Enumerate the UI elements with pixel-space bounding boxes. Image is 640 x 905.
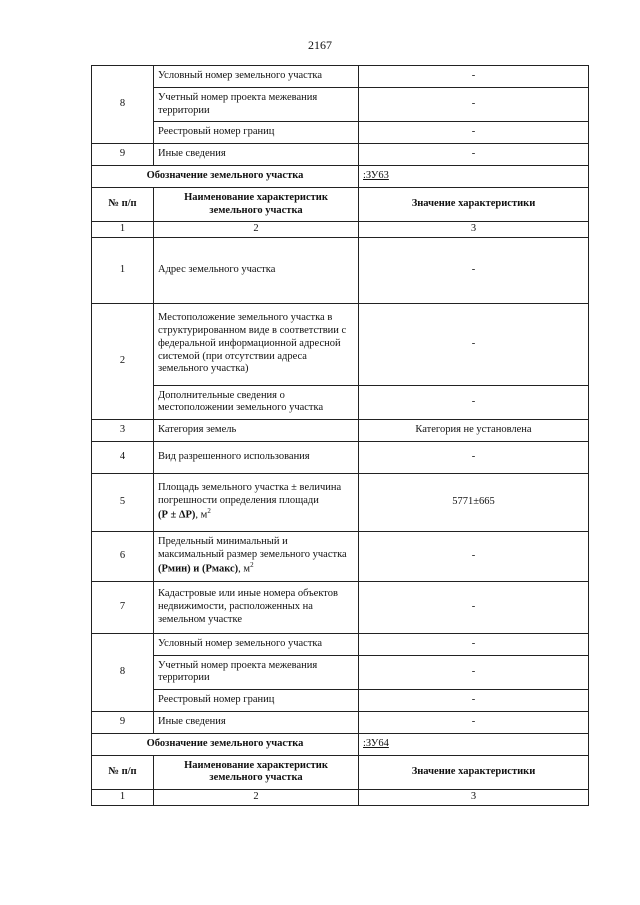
survey-project-number-label: Учетный номер проекта межевания территории bbox=[154, 655, 359, 689]
size-limits-formula: (Рмин) и (Рмакс) bbox=[158, 563, 239, 575]
row-number: 9 bbox=[92, 144, 154, 166]
size-limits-unit-exponent: 2 bbox=[250, 561, 254, 570]
column-number: 2 bbox=[154, 789, 359, 805]
border-registry-number-label: Реестровый номер границ bbox=[154, 122, 359, 144]
land-plot-characteristics-table bbox=[91, 65, 589, 806]
table-row bbox=[92, 66, 589, 88]
size-limits-label-text: Предельный минимальный и максимальный размер земельного участка bbox=[158, 535, 347, 560]
table-row bbox=[92, 385, 589, 419]
row-number: 8 bbox=[92, 66, 154, 144]
table-row bbox=[92, 531, 589, 581]
column-number-row bbox=[92, 222, 589, 238]
conditional-number-value: - bbox=[359, 633, 589, 655]
table-row bbox=[92, 711, 589, 733]
area-formula: (Р ± ΔР) bbox=[158, 509, 196, 521]
other-info-value: - bbox=[359, 711, 589, 733]
border-registry-number-value: - bbox=[359, 122, 589, 144]
size-limits-label bbox=[154, 531, 359, 581]
address-label: Адрес земельного участка bbox=[154, 237, 359, 303]
land-category-value: Категория не установлена bbox=[359, 419, 589, 441]
row-number: 2 bbox=[92, 303, 154, 419]
structured-location-label: Местоположение земельного участка в структурированном виде в соответствии с федеральной информационной адресной системой (при отсутствии адреса земельного участка) bbox=[154, 303, 359, 385]
table-row bbox=[92, 581, 589, 633]
table-row bbox=[92, 144, 589, 166]
table-row bbox=[92, 633, 589, 655]
permitted-use-label: Вид разрешенного использования bbox=[154, 441, 359, 473]
column-header-characteristic: Наименование характеристик земельного участка bbox=[154, 755, 359, 789]
permitted-use-value: - bbox=[359, 441, 589, 473]
column-number: 1 bbox=[92, 222, 154, 238]
conditional-number-label: Условный номер земельного участка bbox=[154, 633, 359, 655]
table-row bbox=[92, 122, 589, 144]
area-label bbox=[154, 473, 359, 531]
section-header-row bbox=[92, 166, 589, 188]
page-number: 2167 bbox=[308, 38, 332, 52]
table-row bbox=[92, 441, 589, 473]
plot-designation-label: Обозначение земельного участка bbox=[92, 733, 359, 755]
plot-designation-code: :ЗУ64 bbox=[359, 733, 589, 755]
row-number: 5 bbox=[92, 473, 154, 531]
land-category-label: Категория земель bbox=[154, 419, 359, 441]
plot-designation-label: Обозначение земельного участка bbox=[92, 166, 359, 188]
area-unit: , м bbox=[195, 509, 208, 521]
survey-project-number-value: - bbox=[359, 88, 589, 122]
table-row bbox=[92, 473, 589, 531]
survey-project-number-value: - bbox=[359, 655, 589, 689]
table-row bbox=[92, 303, 589, 385]
column-header-number: № п/п bbox=[92, 188, 154, 222]
additional-location-value: - bbox=[359, 385, 589, 419]
column-header-row bbox=[92, 755, 589, 789]
row-number: 8 bbox=[92, 633, 154, 711]
column-header-number: № п/п bbox=[92, 755, 154, 789]
border-registry-number-label: Реестровый номер границ bbox=[154, 689, 359, 711]
plot-designation-code: :ЗУ63 bbox=[359, 166, 589, 188]
row-number: 7 bbox=[92, 581, 154, 633]
column-number-row bbox=[92, 789, 589, 805]
size-limits-value: - bbox=[359, 531, 589, 581]
column-header-characteristic: Наименование характеристик земельного участка bbox=[154, 188, 359, 222]
table-row bbox=[92, 655, 589, 689]
area-unit-exponent: 2 bbox=[207, 507, 211, 516]
row-number: 6 bbox=[92, 531, 154, 581]
area-value: 5771±665 bbox=[359, 473, 589, 531]
other-info-label: Иные сведения bbox=[154, 144, 359, 166]
column-number: 2 bbox=[154, 222, 359, 238]
cadastral-numbers-value: - bbox=[359, 581, 589, 633]
other-info-label: Иные сведения bbox=[154, 711, 359, 733]
row-number: 3 bbox=[92, 419, 154, 441]
row-number: 1 bbox=[92, 237, 154, 303]
area-label-text: Площадь земельного участка ± величина погрешности определения площади bbox=[158, 481, 342, 506]
table-row bbox=[92, 689, 589, 711]
column-header-value: Значение характеристики bbox=[359, 755, 589, 789]
column-number: 3 bbox=[359, 222, 589, 238]
border-registry-number-value: - bbox=[359, 689, 589, 711]
section-header-row bbox=[92, 733, 589, 755]
address-value: - bbox=[359, 237, 589, 303]
structured-location-value: - bbox=[359, 303, 589, 385]
table-row bbox=[92, 237, 589, 303]
size-limits-unit: , м bbox=[238, 563, 251, 575]
conditional-number-value: - bbox=[359, 66, 589, 88]
column-header-row bbox=[92, 188, 589, 222]
other-info-value: - bbox=[359, 144, 589, 166]
column-header-value: Значение характеристики bbox=[359, 188, 589, 222]
conditional-number-label: Условный номер земельного участка bbox=[154, 66, 359, 88]
table-row bbox=[92, 88, 589, 122]
table-row bbox=[92, 419, 589, 441]
column-number: 1 bbox=[92, 789, 154, 805]
cadastral-numbers-label: Кадастровые или иные номера объектов недвижимости, расположенных на земельном участке bbox=[154, 581, 359, 633]
row-number: 9 bbox=[92, 711, 154, 733]
row-number: 4 bbox=[92, 441, 154, 473]
column-number: 3 bbox=[359, 789, 589, 805]
additional-location-label: Дополнительные сведения о местоположении земельного участка bbox=[154, 385, 359, 419]
survey-project-number-label: Учетный номер проекта межевания территории bbox=[154, 88, 359, 122]
